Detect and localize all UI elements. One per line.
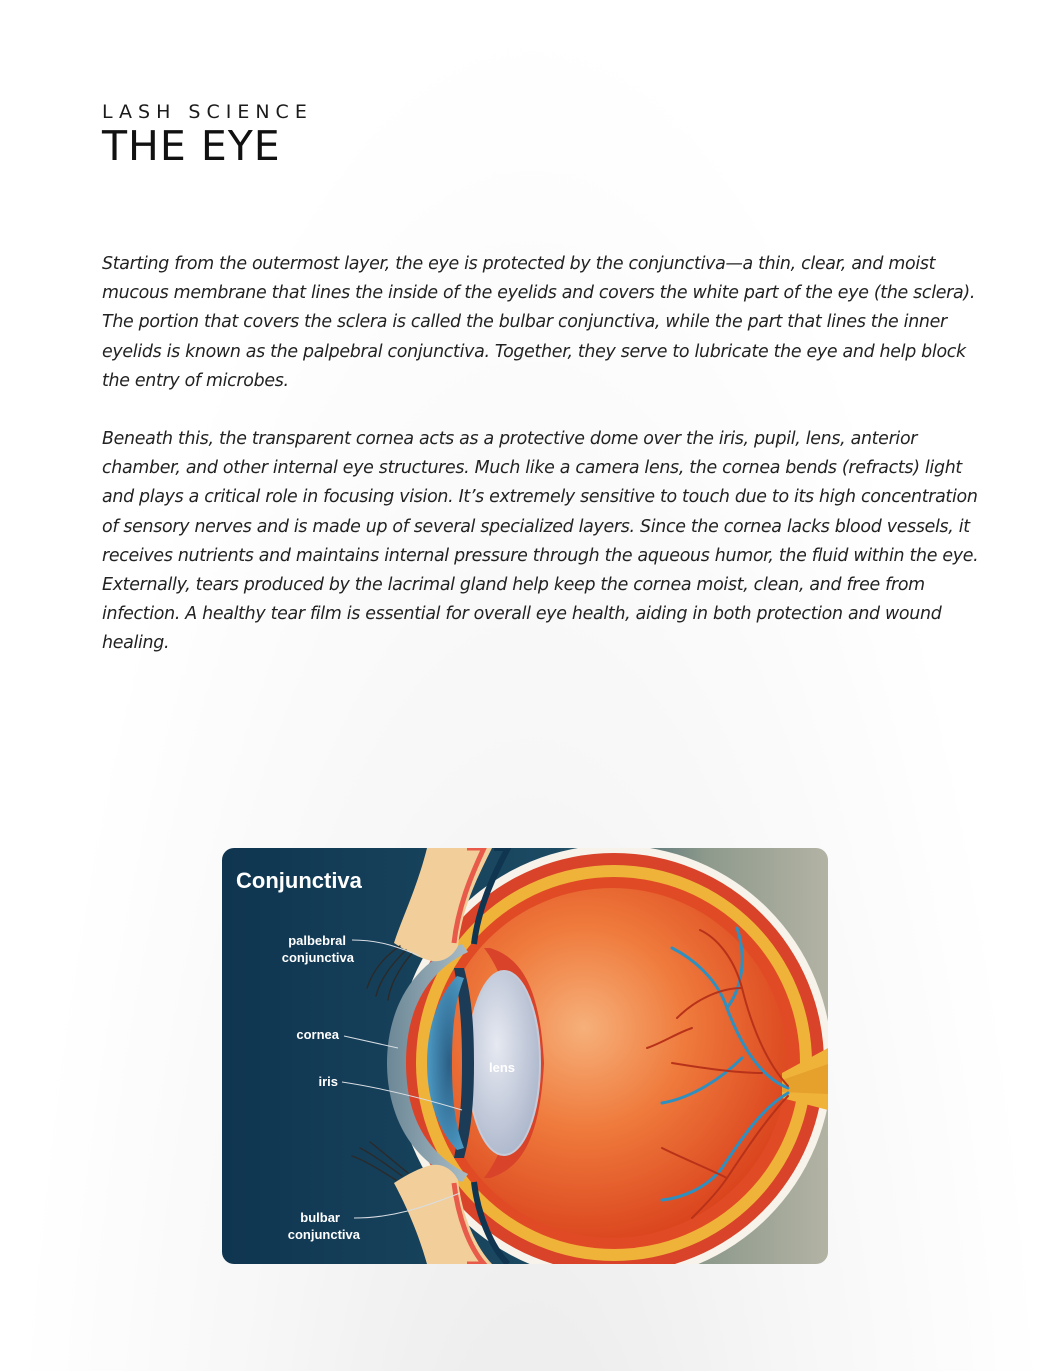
section-kicker: LASH SCIENCE (102, 101, 313, 123)
iris-label: iris (318, 1074, 338, 1089)
page-header (102, 100, 313, 168)
eye-anatomy-illustration (222, 848, 828, 1264)
cornea-label: cornea (296, 1027, 339, 1042)
body-text (102, 250, 982, 688)
palbebral-label-line1: palbebral (288, 933, 346, 948)
bulbar-label-line1: bulbar (300, 1210, 340, 1225)
lens-label: lens (488, 1060, 516, 1075)
paragraph-conjunctiva: Starting from the outermost layer, the eye is protected by the conjunctiva—a thin, clear, and moist mucous membrane that lines the inside of the eyelids and covers the white part of the eye (the sclera). The portion that covers the sclera is called the bulbar conjunctiva, while the part that lines the inner eyelids is known as the palpebral conjunctiva. Together, they serve to lubricate the eye and help block the entry of microbes. (102, 254, 976, 391)
paragraph-cornea: Beneath this, the transparent cornea acts as a protective dome over the iris, pupil, lens, anterior chamber, and other internal eye structures. Much like a camera lens, the cornea bends (refracts) light and plays a critical role in focusing vision. It’s extremely sensitive to touch due to its high concentration of sensory nerves and is made up of several specialized layers. Since the cornea lacks blood vessels, it receives nutrients and maintains internal pressure through the aqueous humor, the fluid within the eye. Externally, tears produced by the lacrimal gland help keep the cornea moist, clean, and free from infection. A healthy tear film is essential for overall eye health, aiding in both protection and wound healing. (102, 429, 979, 654)
page-title: THE EYE (102, 122, 281, 170)
diagram-title: Conjunctiva (236, 868, 362, 893)
palbebral-label-line2: conjunctiva (281, 950, 354, 965)
conjunctiva-diagram (222, 848, 828, 1264)
bulbar-label-line2: conjunctiva (287, 1227, 360, 1242)
